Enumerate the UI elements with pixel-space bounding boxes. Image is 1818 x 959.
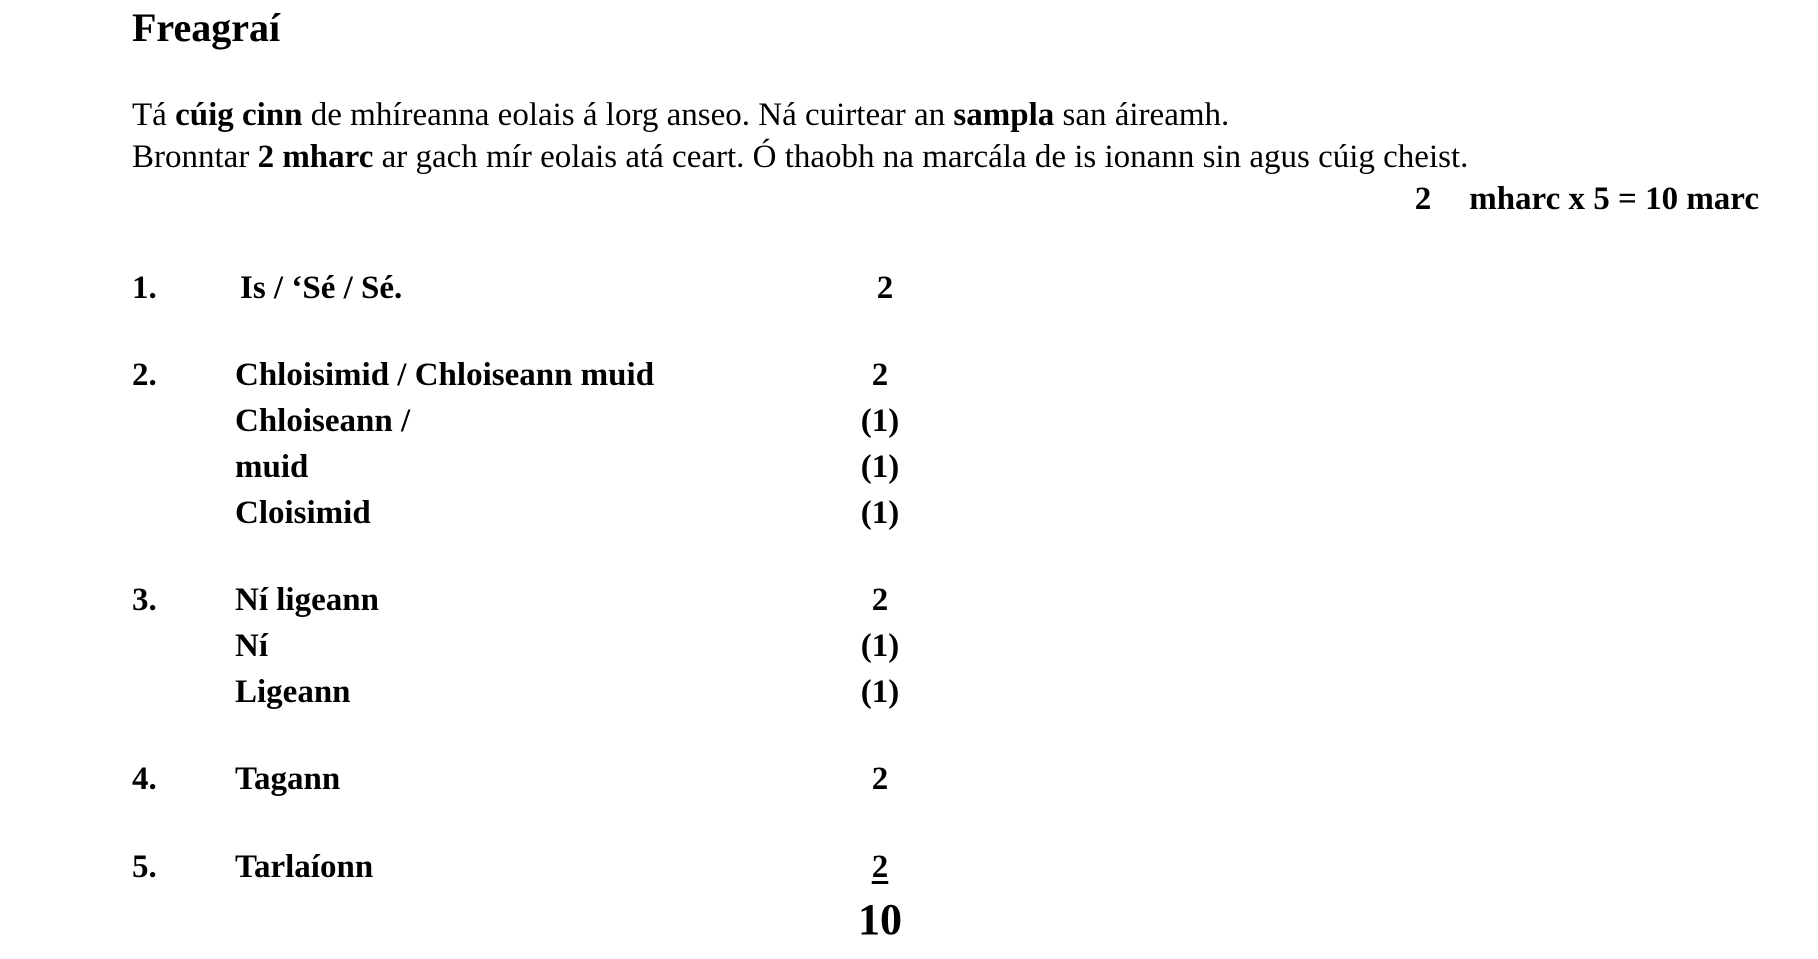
- answer-mark: (1): [860, 628, 900, 664]
- answer-text: muid: [235, 449, 309, 485]
- page-title: Freagraí: [132, 5, 281, 50]
- answer-text: Ligeann: [235, 674, 351, 710]
- answer-mark: (1): [860, 674, 900, 710]
- question-number: 3.: [132, 582, 157, 618]
- answer-mark: 2: [871, 582, 889, 618]
- answer-text: Ní ligeann: [235, 582, 379, 618]
- intro-text: Bronntar: [132, 139, 258, 175]
- marks-summary-formula: mharc x 5 = 10 marc: [1469, 181, 1759, 217]
- answer-mark: (1): [860, 449, 900, 485]
- marks-summary: [1415, 179, 1759, 219]
- answer-mark: 2: [871, 761, 889, 797]
- answer-mark: (1): [860, 403, 900, 439]
- intro-text: ar gach mír eolais atá ceart. Ó thaobh na marcála de is ionann sin agus cúig cheist.: [373, 139, 1469, 175]
- question-number: 5.: [132, 849, 157, 885]
- intro-bold-text: 2 mharc: [257, 139, 374, 175]
- answer-mark: 2: [871, 849, 889, 885]
- intro-bold-text: sampla: [953, 97, 1055, 133]
- intro-text: san áireamh.: [1054, 97, 1230, 133]
- total-marks: 10: [858, 895, 902, 944]
- intro-line-2: [132, 137, 1468, 177]
- answer-mark: (1): [860, 495, 900, 531]
- intro-line-1: [132, 95, 1229, 135]
- answer-text: Chloiseann /: [235, 403, 411, 439]
- intro-text: de mhíreanna eolais á lorg anseo. Ná cuirtear an: [302, 97, 954, 133]
- answer-mark: 2: [871, 357, 889, 393]
- answer-text: Cloisimid: [235, 495, 371, 531]
- question-number: 2.: [132, 357, 157, 393]
- answer-mark: 2: [876, 270, 894, 306]
- question-number: 1.: [132, 270, 157, 306]
- intro-bold-text: cúig cinn: [175, 97, 303, 133]
- answer-text: Tarlaíonn: [235, 849, 374, 885]
- intro-text: Tá: [132, 97, 176, 133]
- answer-text: Is / ‘Sé / Sé.: [240, 270, 403, 306]
- question-number: 4.: [132, 761, 157, 797]
- answer-text: Chloisimid / Chloiseann muid: [235, 357, 655, 393]
- answer-text: Tagann: [235, 761, 341, 797]
- answer-text: Ní: [235, 628, 268, 664]
- marks-summary-count: 2: [1414, 181, 1432, 217]
